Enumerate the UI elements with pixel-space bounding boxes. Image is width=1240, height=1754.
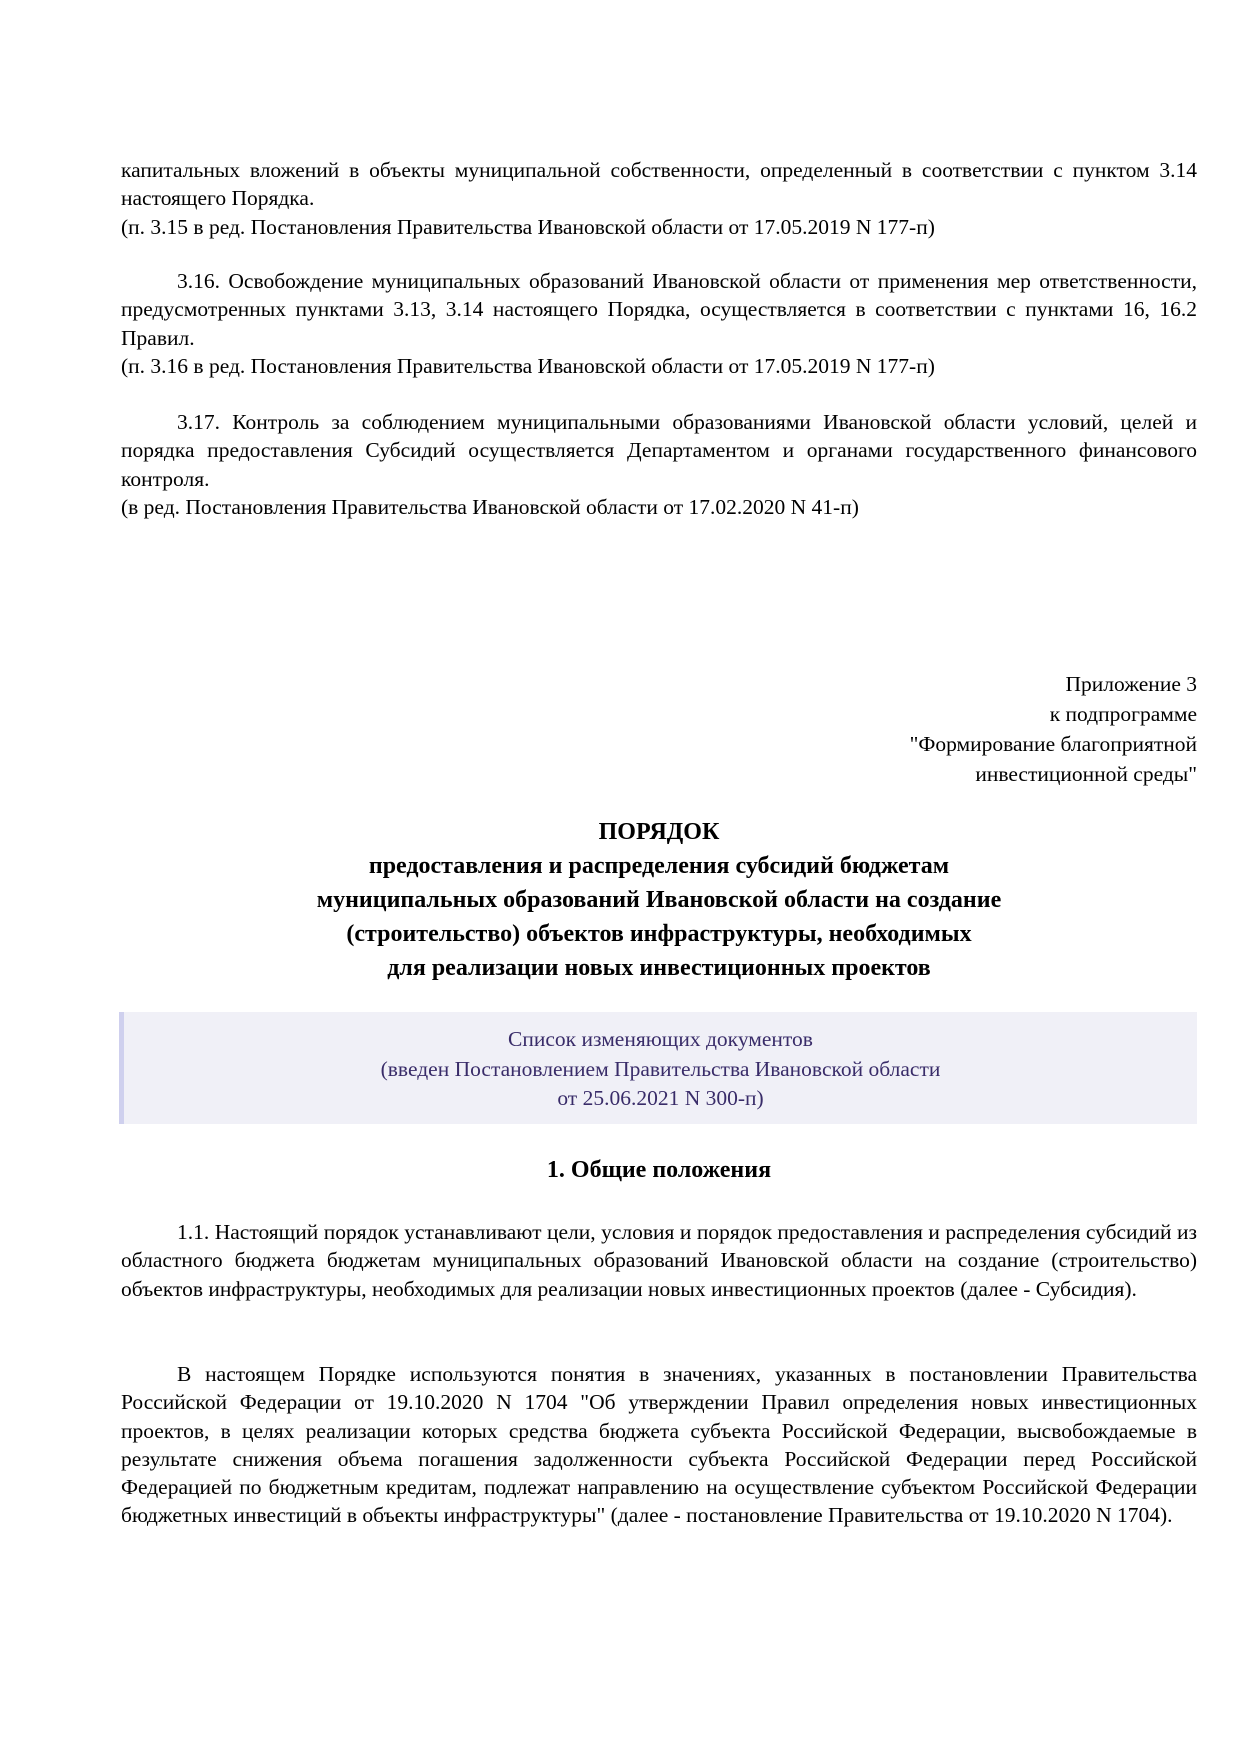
paragraph-1-1 bbox=[121, 1218, 1197, 1303]
title-line: муниципальных образований Ивановской области на создание bbox=[316, 887, 1002, 913]
title-main: ПОРЯДОК bbox=[598, 819, 720, 845]
p317-note: (в ред. Постановления Правительства Ивановской области от 17.02.2020 N 41-п) bbox=[121, 494, 859, 519]
p315-note: (п. 3.15 в ред. Постановления Правительства Ивановской области от 17.05.2019 N 177-п) bbox=[121, 214, 935, 239]
changes-line: Список изменяющих документов bbox=[508, 1027, 813, 1051]
changes-line: (введен Постановлением Правительства Ивановской области bbox=[380, 1056, 941, 1081]
p11-text: 1.1. Настоящий порядок устанавливают цели, условия и порядок предоставления и распределения субсидий из областного бюджета бюджетам муниципальных образований Ивановской области на создание (строительство) объектов инфраструктуры, необходимых для реализации новых инвестиционных проектов (далее - Субсидия). bbox=[121, 1220, 1197, 1301]
changes-line: от 25.06.2021 N 300-п) bbox=[557, 1086, 764, 1110]
paragraph-3-17 bbox=[121, 408, 1197, 521]
appendix-header bbox=[121, 669, 1197, 789]
appendix-line: "Формирование благоприятной bbox=[909, 732, 1197, 756]
title-line: предоставления и распределения субсидий бюджетам bbox=[368, 853, 950, 879]
p315-text: капитальных вложений в объекты муниципальной собственности, определенный в соответствии с пунктом 3.14 настоящего Порядка. bbox=[121, 158, 1197, 211]
paragraph-3-16 bbox=[121, 267, 1197, 380]
p12-text: В настоящем Порядке используются понятия в значениях, указанных в постановлении Правительства Российской Федерации от 19.10.2020 N 1704 "Об утверждении Правил определения новых инвестиционных проектов, в целях реализации которых средства бюджета субъекта Российской Федерации, высвобождаемые в результате снижения объема погашения задолженности субъекта Российской Федерации перед Российской Федерацией по бюджетным кредитам, подлежат направлению на осуществление субъектом Российской Федерации бюджетных инвестиций в объекты инфраструктуры" (далее - постановление Правительства от 19.10.2020 N 1704). bbox=[121, 1362, 1197, 1528]
paragraph-definitions bbox=[121, 1360, 1197, 1530]
p316-text: 3.16. Освобождение муниципальных образований Ивановской области от применения мер ответственности, предусмотренных пунктами 3.13, 3.14 настоящего Порядка, осуществляется в соответствии с пунктами 16, 16.2 Правил. bbox=[121, 269, 1197, 350]
p317-text: 3.17. Контроль за соблюдением муниципальными образованиями Ивановской области условий, целей и порядка предоставления Субсидий осуществляется Департаментом и органами государственного финансового контроля. bbox=[121, 410, 1197, 491]
title-line: для реализации новых инвестиционных проектов bbox=[387, 955, 931, 981]
changes-box bbox=[119, 1012, 1197, 1124]
section-heading: 1. Общие положения bbox=[546, 1157, 772, 1183]
appendix-line: Приложение 3 bbox=[1065, 672, 1197, 696]
title-line: (строительство) объектов инфраструктуры, необходимых bbox=[346, 921, 972, 947]
document-title bbox=[121, 815, 1197, 985]
paragraph-3-15 bbox=[121, 156, 1197, 241]
p316-note: (п. 3.16 в ред. Постановления Правительства Ивановской области от 17.05.2019 N 177-п) bbox=[121, 353, 935, 378]
appendix-line: к подпрограмме bbox=[1049, 702, 1197, 726]
appendix-line: инвестиционной среды" bbox=[975, 762, 1197, 786]
